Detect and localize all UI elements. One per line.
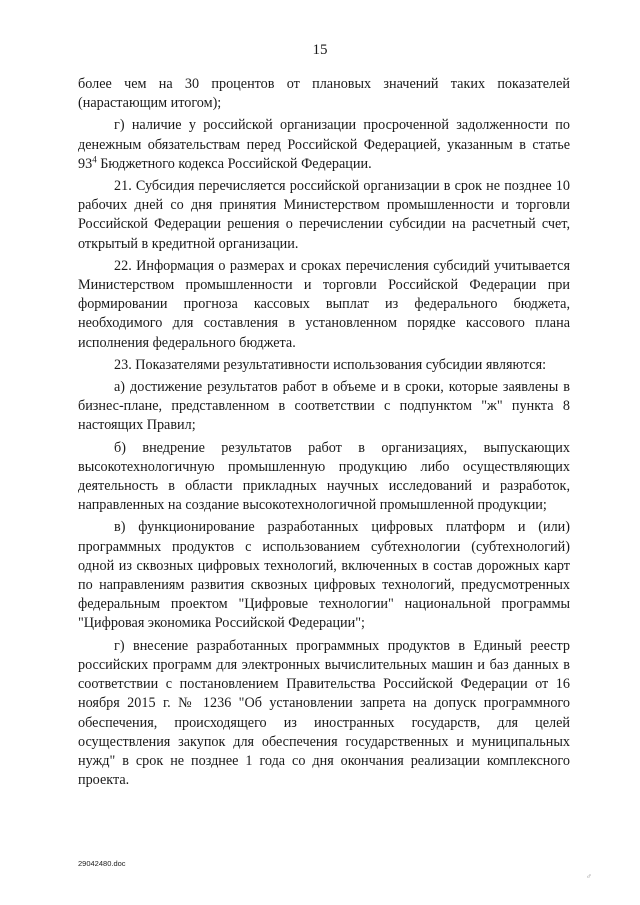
- paragraph-item-v: в) функционирование разработанных цифровых платформ и (или) программных продуктов с использованием субтехнологии (субтехнологий) одной из сквозных цифровых технологий, включенных в состав дорожных карт по направлениям развития сквозных цифровых технологий, предусмотренных федеральным проектом "Цифровые технологии" национальной программы "Цифровая экономика Российской Федерации";: [78, 519, 570, 632]
- article-superscript: 4: [92, 154, 97, 165]
- footer-filename: 29042480.doc: [78, 859, 126, 868]
- paragraph-23: 23. Показателями результативности использования субсидии являются:: [114, 356, 547, 373]
- page-number: 15: [312, 42, 328, 58]
- document-body: [78, 75, 570, 793]
- scan-mark: ♂: [586, 872, 592, 881]
- paragraph-22: 22. Информация о размерах и сроках перечисления субсидий учитывается Министерством промышленности и торговли Российской Федерации при формировании прогноза кассовых выплат из федерального бюджета, необходимого для составления в установленном порядке кассового плана исполнения федерального бюджета.: [78, 257, 570, 351]
- paragraph-item-a: а) достижение результатов работ в объеме и в сроки, которые заявлены в бизнес-плане, представленном в соответствии с подпунктом "ж" пункта 8 настоящих Правил;: [78, 379, 570, 434]
- paragraph-item-b: б) внедрение результатов работ в организациях, выпускающих высокотехнологичную промышленную продукцию либо осуществляющих деятельность в области прикладных научных исследований и разработок, направленных на создание высокотехнологичной промышленной продукции;: [78, 439, 570, 514]
- paragraph-continuation: более чем на 30 процентов от плановых значений таких показателей (нарастающим итогом);: [78, 76, 570, 112]
- paragraph-text-tail: Бюджетного кодекса Российской Федерации.: [96, 155, 372, 172]
- paragraph-21: 21. Субсидия перечисляется российской организации в срок не позднее 10 рабочих дней со дня принятия Министерством промышленности и торговли Российской Федерации решения о перечислении субсидии на расчетный счет, открытый в кредитной организации.: [78, 178, 570, 252]
- paragraph-item-g-registry: г) внесение разработанных программных продуктов в Единый реестр российских программ для электронных вычислительных машин и баз данных в соответствии с постановлением Правительства Российской Федерации от 16 ноября 2015 г. № 1236 "Об установлении запрета на допуск программного обеспечения, происходящего из иностранных государств, для целей осуществления закупок для обеспечения государственных и муниципальных нужд" в срок не позднее 1 года со дня окончания реализации комплексного проекта.: [78, 637, 570, 789]
- paragraph-item-g-debt: [78, 116, 570, 174]
- paragraph-text: г) наличие у российской организации просроченной задолженности по денежным обязательствам перед Российской Федерацией, указанным в статье 93: [78, 117, 570, 172]
